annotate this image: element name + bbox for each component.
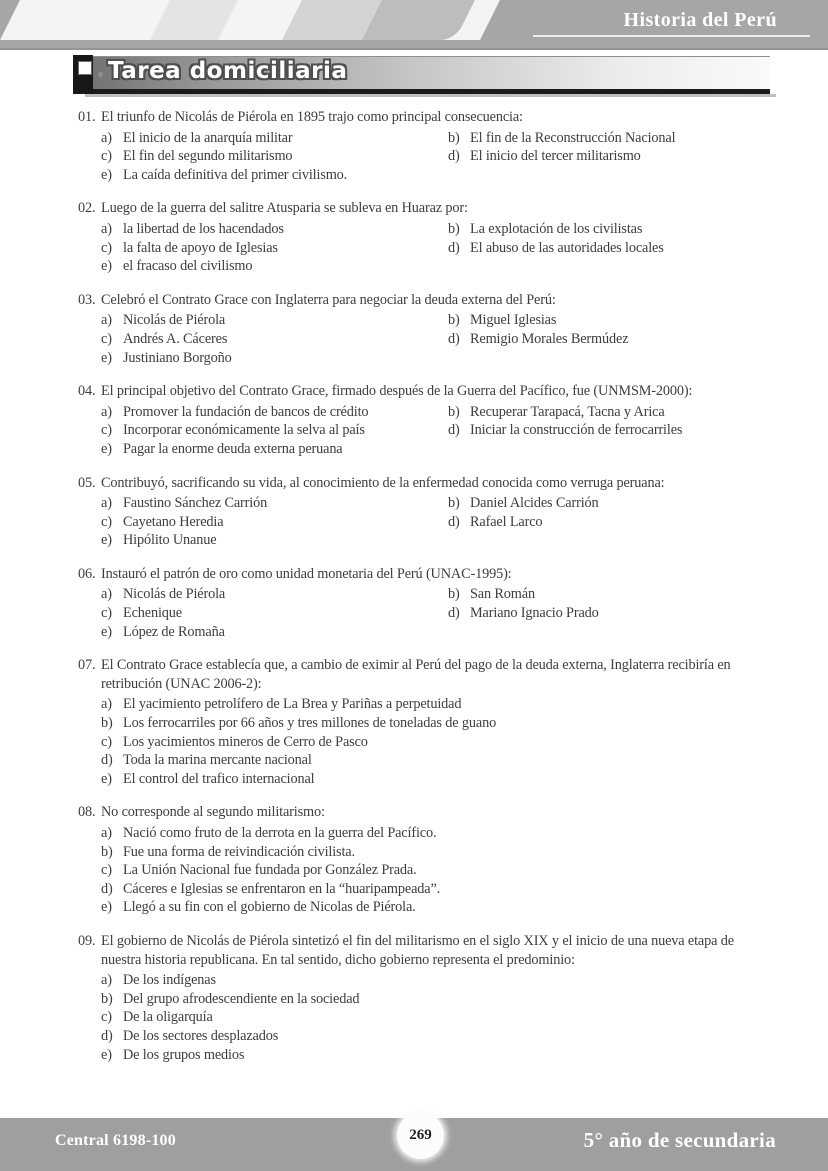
option-label: e) [101,623,112,640]
option-label: d) [448,239,460,256]
answer-option [101,898,772,917]
question-text: Contribuyó, sacrificando su vida, al conocimiento de la enfermedad conocida como verruga peruana: [101,474,665,491]
answer-option [101,1027,772,1046]
option-text: Llegó a su fin con el gobierno de Nicolas de Piérola. [123,899,416,916]
question-head [78,565,772,584]
option-text: la libertad de los hacendados [123,220,284,237]
answer-option [101,843,772,862]
question-text: El principal objetivo del Contrato Grace, firmado después de la Guerra del Pacífico, fue (UNMSM-2000): [101,383,693,400]
option-text: Incorporar económicamente la selva al país [123,422,365,439]
option-label: c) [101,862,112,879]
option-text: la falta de apoyo de Iglesias [123,239,278,256]
question-02 [78,199,772,275]
answer-option [101,990,772,1009]
question-number: 08. [78,804,96,821]
header-bottom-edge [0,48,828,50]
option-text: El fin de la Reconstrucción Nacional [470,129,676,146]
question-text: Celebró el Contrato Grace con Inglaterra para negociar la deuda externa del Perú: [101,291,556,308]
options [101,824,772,917]
option-label: b) [448,586,460,603]
option-label: c) [101,605,112,622]
option-label: d) [101,880,113,897]
option-label: b) [101,843,113,860]
answer-option [448,129,772,148]
option-text: De los grupos medios [123,1046,245,1063]
question-number: 04. [78,383,96,400]
option-label: c) [101,422,112,439]
option-text: Recuperar Tarapacá, Tacna y Arica [470,403,665,420]
option-text: Fue una forma de reivindicación civilista. [123,843,355,860]
option-text: La caída definitiva del primer civilismo. [123,166,348,183]
answer-option [101,440,448,459]
option-text: Rafael Larco [470,513,543,530]
answer-option [101,1008,772,1027]
option-text: Cáceres e Iglesias se enfrentaron en la “huaripampeada”. [123,880,441,897]
question-text: El Contrato Grace establecía que, a cambio de eximir al Perú del pago de la deuda externa, Inglaterra recibiría en retribución (UNAC 2006-2): [101,657,731,692]
option-text: Hipólito Unanue [123,532,217,549]
option-text: Del grupo afrodescendiente en la sociedad [123,990,360,1007]
answer-option [101,349,448,368]
page-footer [0,1118,828,1171]
option-label: e) [101,899,112,916]
option-text: el fracaso del civilismo [123,258,253,275]
question-09 [78,932,772,1064]
option-text: El abuso de las autoridades locales [470,239,664,256]
footer-grade: 5° año de secundaria [583,1128,776,1152]
option-label: e) [101,532,112,549]
option-text: Andrés A. Cáceres [123,330,228,347]
option-text: El inicio de la anarquía militar [123,129,293,146]
option-label: d) [448,330,460,347]
option-text: El inicio del tercer militarismo [470,148,641,165]
options [101,585,772,641]
option-text: Iniciar la construcción de ferrocarriles [470,422,683,439]
option-label: b) [448,312,460,329]
question-04 [78,382,772,458]
option-text: La explotación de los civilistas [470,220,643,237]
option-label: c) [101,148,112,165]
answer-option [101,604,448,623]
option-label: b) [448,495,460,512]
option-text: Echenique [123,605,182,622]
option-text: Nicolás de Piérola [123,586,226,603]
question-text: No corresponde al segundo militarismo: [101,804,325,821]
option-label: a) [101,972,112,989]
page-number-badge [397,1112,444,1159]
answer-option [448,585,772,604]
question-text: Instauró el patrón de oro como unidad monetaria del Perú (UNAC-1995): [101,565,512,582]
question-08 [78,803,772,917]
option-label: b) [448,220,460,237]
options [101,695,772,788]
answer-option [101,880,772,899]
option-label: c) [101,239,112,256]
option-text: Justiniano Borgoño [123,349,232,366]
answer-option [448,494,772,513]
option-label: e) [101,770,112,787]
section-title: Tarea domiciliaria [108,58,348,84]
option-label: e) [101,258,112,275]
options [101,403,772,459]
option-text: San Román [470,586,535,603]
answer-option [101,403,448,422]
option-label: b) [448,403,460,420]
option-label: d) [448,605,460,622]
answer-option [448,239,772,258]
answer-option [448,147,772,166]
answer-option [448,220,772,239]
answer-option [448,604,772,623]
question-number: 02. [78,200,96,217]
question-head [78,382,772,401]
option-text: Daniel Alcides Carrión [470,495,599,512]
answer-option [101,239,448,258]
option-label: b) [101,715,113,732]
question-head [78,108,772,127]
answer-option [101,1046,772,1065]
answer-option [101,585,448,604]
option-text: De los sectores desplazados [123,1027,279,1044]
question-number: 03. [78,291,96,308]
option-text: El yacimiento petrolífero de La Brea y Pariñas a perpetuidad [123,696,462,713]
option-label: d) [448,148,460,165]
option-label: a) [101,312,112,329]
option-text: La Unión Nacional fue fundada por González Prada. [123,862,417,879]
option-label: d) [101,752,113,769]
question-number: 09. [78,932,96,949]
banner-bullet-dot-icon [98,72,103,77]
answer-option [448,421,772,440]
answer-option [101,971,772,990]
option-text: Los yacimientos mineros de Cerro de Pasco [123,733,368,750]
option-text: Los ferrocarriles por 66 años y tres millones de toneladas de guano [123,715,497,732]
option-label: e) [101,440,112,457]
option-text: Pagar la enorme deuda externa peruana [123,440,343,457]
option-label: b) [448,129,460,146]
option-text: De los indígenas [123,972,216,989]
option-label: a) [101,129,112,146]
answer-option [101,421,448,440]
option-text: Nació como fruto de la derrota en la guerra del Pacífico. [123,825,437,841]
option-label: a) [101,495,112,512]
answer-option [101,129,448,148]
question-head [78,656,772,693]
answer-option [101,531,448,550]
option-text: Nicolás de Piérola [123,312,226,329]
options [101,311,772,367]
answer-option [101,824,772,843]
banner-bullet-square-icon [78,61,92,75]
option-text: Toda la marina mercante nacional [123,752,312,769]
question-05 [78,474,772,550]
subject-underline [533,35,810,37]
question-head [78,291,772,310]
page-header [0,0,828,50]
option-label: a) [101,220,112,237]
option-text: El fin del segundo militarismo [123,148,293,165]
answer-option [101,751,772,770]
answer-option [101,861,772,880]
footer-phone: Central 6198-100 [55,1132,176,1149]
question-03 [78,291,772,367]
question-06 [78,565,772,641]
answer-option [448,311,772,330]
option-text: Faustino Sánchez Carrión [123,495,268,512]
option-label: e) [101,1046,112,1063]
question-head [78,803,772,822]
options [101,220,772,276]
option-label: a) [101,825,112,841]
question-head [78,932,772,969]
option-label: a) [101,586,112,603]
answer-option [101,147,448,166]
page-number: 269 [409,1127,432,1143]
answer-option [101,695,772,714]
answer-option [101,623,448,642]
option-text: Remigio Morales Bermúdez [470,330,629,347]
question-text: El triunfo de Nicolás de Piérola en 1895 trajo como principal consecuencia: [101,109,523,125]
answer-option [448,513,772,532]
subject-title: Historia del Perú [623,9,777,31]
option-text: De la oligarquía [123,1009,213,1026]
option-label: a) [101,403,112,420]
option-label: c) [101,1009,112,1026]
questions-list [78,108,772,1079]
option-label: c) [101,513,112,530]
answer-option [101,330,448,349]
section-banner [73,55,770,99]
option-label: e) [101,166,112,183]
option-label: d) [448,422,460,439]
answer-option [101,770,772,789]
options [101,129,772,185]
answer-option [101,733,772,752]
question-head [78,474,772,493]
question-number: 05. [78,474,96,491]
option-label: e) [101,349,112,366]
answer-option [101,166,448,185]
answer-option [101,714,772,733]
option-text: Miguel Iglesias [470,312,557,329]
option-text: Mariano Ignacio Prado [470,605,599,622]
answer-option [101,513,448,532]
question-text: El gobierno de Nicolás de Piérola sintetizó el fin del militarismo en el siglo XIX y el inicio de una nueva etapa de nuestra historia republicana. En tal sentido, dicho gobierno representa el predominio: [101,932,734,968]
option-label: a) [101,696,112,713]
option-label: c) [101,330,112,347]
question-01 [78,108,772,184]
option-label: c) [101,733,112,750]
answer-option [448,403,772,422]
question-07 [78,656,772,788]
banner-shadow-rule [85,94,776,97]
answer-option [101,494,448,513]
question-head [78,199,772,218]
question-number: 07. [78,657,96,674]
option-text: Promover la fundación de bancos de crédito [123,403,369,420]
option-label: d) [448,513,460,530]
answer-option [101,220,448,239]
answer-option [448,330,772,349]
question-number: 06. [78,565,96,582]
option-label: d) [101,1027,113,1044]
option-text: López de Romaña [123,623,225,640]
question-number: 01. [78,109,96,125]
option-text: El control del trafico internacional [123,770,315,787]
option-label: b) [101,990,113,1007]
answer-option [101,311,448,330]
options [101,494,772,550]
question-text: Luego de la guerra del salitre Atusparia se subleva en Huaraz por: [101,200,468,217]
option-text: Cayetano Heredia [123,513,224,530]
options [101,971,772,1064]
answer-option [101,257,448,276]
